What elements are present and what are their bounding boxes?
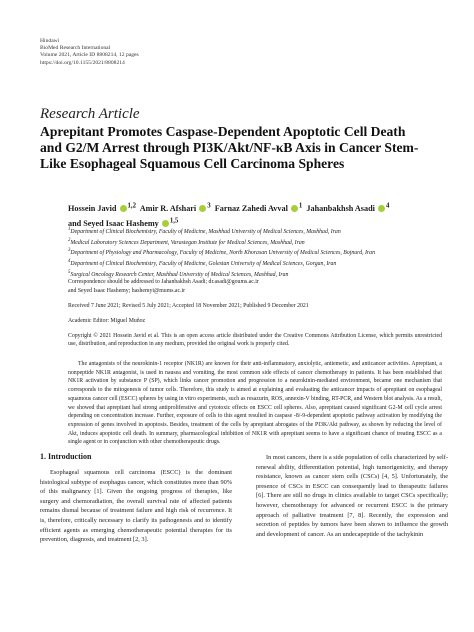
- affiliation: [68, 258, 448, 269]
- author: [140, 204, 211, 213]
- affiliation-number: 1: [68, 227, 71, 232]
- correspondence-line: Correspondence should be addressed to Jahanbakhsh Asadi; dr.asadi@goums.ac.ir: [68, 279, 259, 285]
- affiliation: [68, 226, 448, 237]
- author-name: Jahanbakhsh Asadi: [306, 203, 375, 213]
- author-name: Amir R. Afshari: [139, 203, 197, 213]
- title-line: and G2/M Arrest through PI3K/Akt/NF-κB Axis in Cancer Stem-: [40, 140, 419, 156]
- affiliation-text: Surgical Oncology Research Center, Mashhad University of Medical Sciences, Mashhad, Iran: [70, 271, 289, 278]
- affiliation-text: Department of Physiology and Pharmacology, Faculty of Medicine, North Khorasan University of Medical Sciences, Bojnurd, Iran: [70, 250, 375, 257]
- orcid-icon[interactable]: [120, 205, 127, 212]
- journal-header: [40, 38, 139, 67]
- affiliation-number: 4: [68, 259, 71, 265]
- journal-name: BioMed Research International: [40, 45, 111, 52]
- author-affil-sup: 1: [298, 202, 303, 209]
- title-line: Aprepitant Promotes Caspase-Dependent Apoptotic Cell Death: [40, 124, 406, 139]
- copyright-notice: Copyright © 2021 Hossein Javid et al. This is an open access article distributed under the Creative Commons Attribution License, which permits unrestricted use, distribution, and reproduction in any medium, provided the original work is properly cited.: [68, 333, 442, 348]
- volume-line: Volume 2021, Article ID 8808214, 12 pages: [40, 52, 139, 59]
- body-column-left: Esophageal squamous cell carcinoma (ESCC) is the dominant histological subtype of esophagus cancer, which constitutes more than 90% of this malignancy [1]. Given the ongoing progress of therapies, like surgery and chemoradiation, the overall survival rate of affected patients remains dismal because of treatment failure and high risk of recurrence. It is, therefore, critically necessary to clarify its pathogenesis and to identify efficient agents as emerging chemotherapeutic potential therapies for its prevention, diagnosis, and treatment [2, 3].: [40, 469, 232, 544]
- title-line: Like Esophageal Squamous Cell Carcinoma Spheres: [40, 156, 345, 172]
- affiliation: [68, 247, 448, 258]
- body-column-right: In most cancers, there is a side population of cells characterized by self-renewal ability, differentiation potential, high tumorigenicity, and therapy resistance, known as cancer stem cells (CSCs) [4, 5]. Unfortunately, the presence of CSCs in ESCC can consequently lead to therapeutic failures [6]. There are still no drugs in clinics available to target CSCs specifically; however, chemotherapy for advanced or recurrent ESCC is the primary approach of palliative treatment [7, 8]. Recently, the expression and secretion of peptides by tumors have been shown to influence the growth and development of cancer. As an undecapeptide of the tachykinin: [256, 454, 448, 538]
- article-title: [40, 124, 440, 173]
- author: [306, 204, 389, 213]
- correspondence: [68, 278, 259, 295]
- affiliation-number: 5: [68, 269, 71, 275]
- orcid-icon[interactable]: [378, 205, 385, 212]
- author-affil-sup: 4: [385, 202, 390, 209]
- author-affil-sup: 1,2: [127, 202, 137, 209]
- author-name: Farnaz Zahedi Avval: [214, 203, 288, 213]
- correspondence-line: and Seyed Isaac Hashemy; hashemyi@mums.ac.ir: [68, 287, 186, 294]
- doi-link[interactable]: https://doi.org/10.1155/2021/8808214: [40, 59, 125, 66]
- affiliation-number: 2: [68, 237, 71, 243]
- author-affil-sup: 3: [207, 202, 211, 209]
- author-name: and Seyed Isaac Hashemy: [68, 219, 159, 229]
- article-type: Research Article: [40, 106, 140, 122]
- author: [68, 204, 136, 213]
- affiliation-text: Department of Clinical Biochemistry, Faculty of Medicine, Golestan University of Medical Sciences, Gorgan, Iran: [70, 261, 337, 268]
- academic-editor: Academic Editor: Miguel Muñoz: [68, 318, 146, 324]
- orcid-icon[interactable]: [199, 205, 206, 212]
- publisher-name: Hindawi: [40, 38, 60, 44]
- section-heading: 1. Introduction: [40, 452, 92, 461]
- affiliation-number: 3: [68, 248, 71, 254]
- affiliation: [68, 237, 448, 248]
- abstract: The antagonists of the neurokinin-1 receptor (NK1R) are known for their anti-inflammatory, anxiolytic, antiemetic, and anticancer activities. Aprepitant, a nonpeptide NK1R antagonist, is used in nausea and vomiting, the most common side effects of cancer chemotherapy in patients. It has been established that NK1R activation by substance P (SP), which links cancer promotion and progression to a neurokinin-mediated environment, became one mechanism that corresponds to the mitogenesis of tumor cells. Therefore, this study is aimed at explaining and evaluating the anticancer impacts of aprepitant on esophageal squamous cancer cell (ESCC) spheres by using in vitro experiments, such as resazurin, ROS, annexin-V binding, RT-PCR, and Western blot analysis. As a result, we showed that aprepitant had strong antiproliferative and cytotoxic effects on ESCC cell spheres. Also, aprepitant caused significant G2-M cell cycle arrest depending on concentration increase. Further, exposure of cells to this agent resulted in caspase -8/-9-dependent apoptotic pathway activation by modifying the expression of genes involved in apoptosis. Besides, treatment of the cells by aprepitant abrogates of the PI3K/Akt pathway, as shown by reducing the level of Akt, induces apoptotic cell death. In summary, pharmacological inhibition of NK1R with aprepitant seems to have a significant chance of treating ESCC as a single agent or in conjunction with other chemotherapeutic drugs.: [68, 361, 442, 446]
- affiliation-text: Department of Clinical Biochemistry, Faculty of Medicine, Mashhad University of Medical Sciences, Mashhad, Iran: [70, 228, 341, 235]
- orcid-icon[interactable]: [291, 205, 298, 212]
- author-affil-sup: 1,5: [169, 217, 179, 225]
- publication-dates: Received 7 June 2021; Revised 5 July 2021; Accepted 18 November 2021; Published 9 December 2021: [68, 303, 309, 309]
- author: [215, 204, 303, 213]
- author-name: Hossein Javid: [68, 203, 117, 213]
- affiliation-text: Medical Laboratory Sciences Department, Varastegan Institute for Medical Sciences, Mashhad, Iran: [70, 239, 305, 246]
- affiliation-list: [68, 226, 448, 280]
